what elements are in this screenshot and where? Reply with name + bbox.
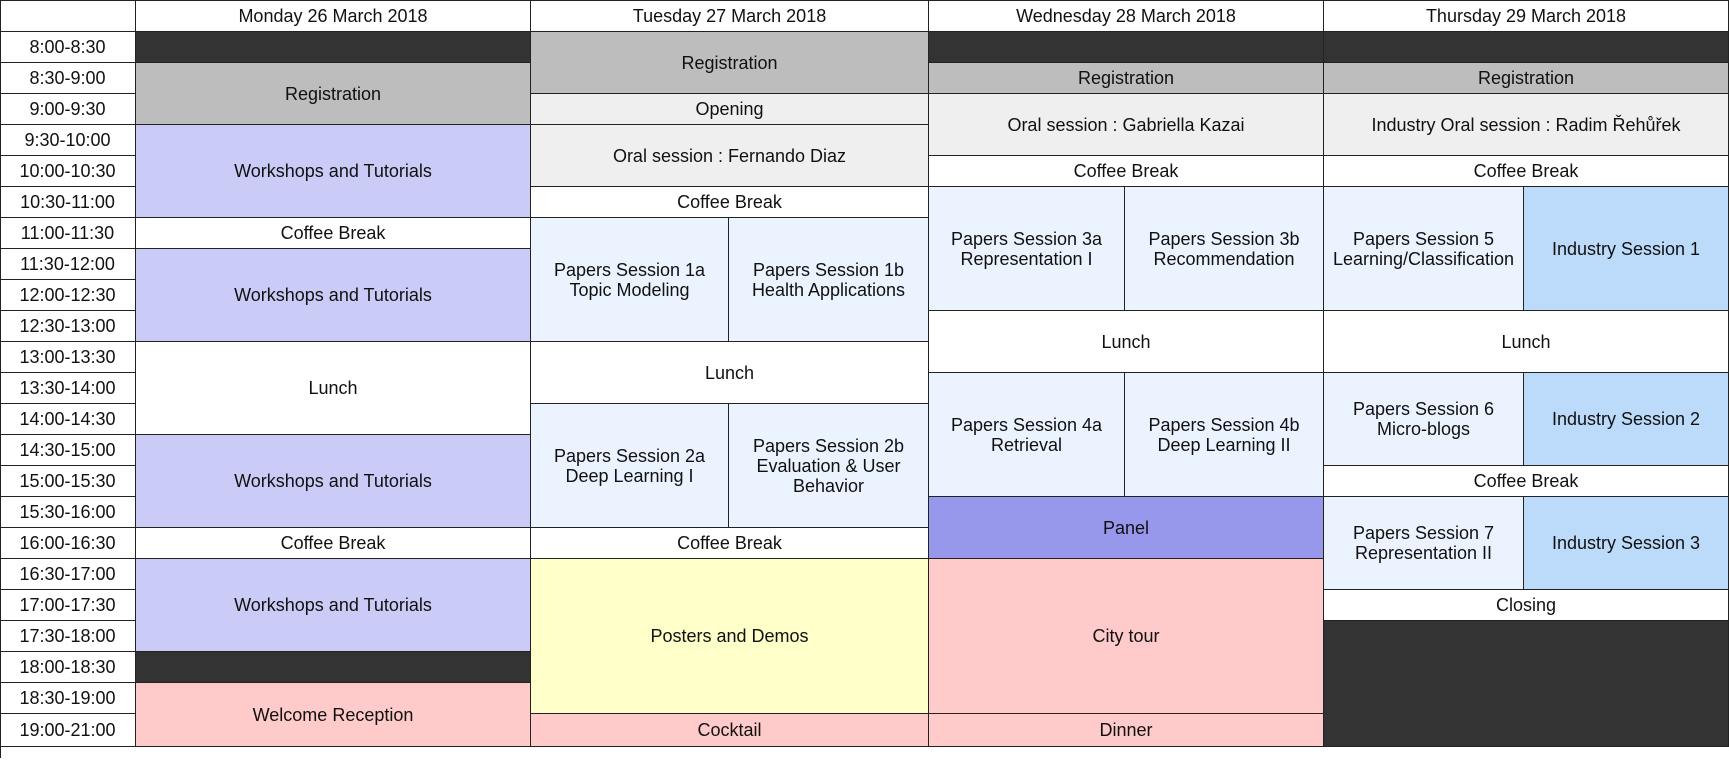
tuesday-coffee-break-1: [531, 187, 929, 218]
cell-label: 16:30-17:00: [19, 564, 116, 584]
thursday-papers-7: [1324, 497, 1524, 590]
wednesday-papers-4b: [1125, 373, 1324, 497]
tuesday-papers-1a: [531, 218, 729, 342]
monday-workshops-2: [136, 249, 531, 342]
wednesday-papers-3b: [1125, 187, 1324, 311]
cell-label: Lunch: [704, 362, 755, 383]
cell-label: 8:30-9:00: [29, 68, 106, 88]
monday-blocked-evening: [136, 652, 531, 683]
cell-label: Lunch: [1501, 331, 1551, 352]
time-slot: [0, 311, 136, 342]
monday-workshops-3: [136, 435, 531, 528]
time-slot: [0, 32, 136, 63]
cell-label: Wednesday 28 March 2018: [1016, 5, 1236, 26]
cell-label: Papers Session 1b Health Applications: [751, 259, 906, 300]
cell-label: Monday 26 March 2018: [238, 5, 428, 26]
cell-label: Papers Session 7 Representation II: [1352, 523, 1495, 563]
day-header-thursday: [1324, 0, 1729, 32]
cell-label: 10:00-10:30: [19, 161, 116, 181]
tuesday-oral-session: [531, 125, 929, 187]
monday-registration: [136, 63, 531, 125]
cell-label: Workshops and Tutorials: [234, 595, 432, 615]
tuesday-coffee-break-2: [531, 528, 929, 559]
wednesday-blocked: [929, 32, 1324, 63]
time-slot: [0, 435, 136, 466]
cell-label: Coffee Break: [1473, 471, 1579, 491]
time-slot: [0, 528, 136, 559]
cell-label: Coffee Break: [677, 192, 782, 212]
cell-label: Cocktail: [697, 720, 762, 740]
cell-label: 12:30-13:00: [19, 316, 116, 336]
cell-label: Lunch: [308, 378, 358, 398]
cell-label: 10:30-11:00: [20, 192, 115, 212]
cell-label: 15:00-15:30: [19, 471, 116, 491]
tuesday-papers-2a: [531, 404, 729, 528]
monday-lunch: [136, 342, 531, 435]
cell-label: Registration: [681, 52, 778, 73]
cell-label: 19:00-21:00: [19, 720, 116, 740]
cell-label: 17:30-18:00: [19, 626, 116, 646]
time-slot: [0, 249, 136, 280]
thursday-coffee-break-1: [1324, 156, 1729, 187]
monday-coffee-break-1: [136, 218, 531, 249]
corner-cell: [0, 0, 136, 32]
time-slot: [0, 683, 136, 714]
cell-label: Papers Session 4b Deep Learning II: [1148, 414, 1300, 455]
cell-label: 13:00-13:30: [19, 347, 116, 367]
cell-label: Industry Session 2: [1551, 409, 1701, 429]
wednesday-oral-session: [929, 94, 1324, 156]
time-slot: [0, 497, 136, 528]
cell-label: Papers Session 3a Representation I: [950, 228, 1103, 269]
cell-label: 8:00-8:30: [29, 37, 106, 57]
cell-label: 13:30-14:00: [19, 378, 116, 398]
cell-label: Closing: [1495, 595, 1557, 615]
cell-label: 14:00-14:30: [19, 409, 116, 429]
time-slot: [0, 621, 136, 652]
cell-label: Registration: [284, 83, 382, 104]
time-slot: [0, 125, 136, 156]
wednesday-papers-4a: [929, 373, 1125, 497]
wednesday-papers-3a: [929, 187, 1125, 311]
thursday-closing: [1324, 590, 1729, 621]
cell-label: Lunch: [1101, 331, 1151, 352]
wednesday-registration: [929, 63, 1324, 94]
thursday-blocked: [1324, 32, 1729, 63]
day-header-tuesday: [531, 0, 929, 32]
cell-label: Workshops and Tutorials: [234, 471, 432, 491]
time-slot: [0, 187, 136, 218]
wednesday-dinner: [929, 714, 1324, 747]
cell-label: Papers Session 3b Recommendation: [1148, 228, 1300, 269]
time-slot: [0, 280, 136, 311]
wednesday-panel: [929, 497, 1324, 559]
cell-label: Industry Session 1: [1551, 238, 1701, 259]
cell-label: 9:30-10:00: [24, 130, 111, 150]
cell-label: Opening: [695, 99, 764, 119]
cell-label: Workshops and Tutorials: [234, 285, 432, 305]
cell-label: Posters and Demos: [650, 626, 809, 646]
time-slot: [0, 652, 136, 683]
cell-label: Industry Session 3: [1551, 533, 1701, 553]
time-slot: [0, 714, 136, 747]
thursday-coffee-break-2: [1324, 466, 1729, 497]
thursday-industry-session-3: [1524, 497, 1729, 590]
cell-label: 14:30-15:00: [19, 440, 116, 460]
time-slot: [0, 559, 136, 590]
tuesday-papers-2b: [729, 404, 929, 528]
time-slot: [0, 156, 136, 187]
cell-label: Papers Session 2b Evaluation & User Behavior: [752, 435, 905, 496]
thursday-industry-session-2: [1524, 373, 1729, 466]
cell-label: Coffee Break: [280, 533, 386, 553]
cell-label: 16:00-16:30: [19, 533, 116, 553]
monday-workshops-1: [136, 125, 531, 218]
cell-label: 15:30-16:00: [19, 502, 116, 522]
monday-blocked: [136, 32, 531, 63]
cell-label: 11:30-12:00: [20, 254, 115, 274]
tuesday-posters-demos: [531, 559, 929, 714]
thursday-industry-oral-session: [1324, 94, 1729, 156]
time-slot: [0, 590, 136, 621]
cell-label: Registration: [1477, 68, 1575, 88]
tuesday-registration: [531, 32, 929, 94]
cell-label: 18:00-18:30: [19, 657, 116, 677]
cell-label: Coffee Break: [280, 223, 386, 243]
day-header-wednesday: [929, 0, 1324, 32]
day-header-monday: [136, 0, 531, 32]
cell-label: Coffee Break: [1073, 161, 1179, 181]
cell-label: Tuesday 27 March 2018: [632, 5, 827, 26]
thursday-lunch: [1324, 311, 1729, 373]
thursday-blocked-evening: [1324, 621, 1729, 747]
cell-label: Dinner: [1099, 720, 1153, 740]
cell-label: Papers Session 4a Retrieval: [950, 414, 1103, 455]
cell-label: 12:00-12:30: [19, 285, 116, 305]
wednesday-city-tour: [929, 559, 1324, 714]
cell-label: Coffee Break: [677, 533, 782, 553]
cell-label: Papers Session 2a Deep Learning I: [553, 445, 706, 486]
cell-label: Registration: [1077, 68, 1175, 88]
time-slot: [0, 404, 136, 435]
monday-workshops-4: [136, 559, 531, 652]
tuesday-lunch: [531, 342, 929, 404]
cell-label: Panel: [1102, 517, 1150, 538]
cell-label: Coffee Break: [1473, 161, 1579, 181]
cell-label: Papers Session 5 Learning/Classification: [1332, 228, 1515, 269]
time-slot: [0, 373, 136, 404]
cell-label: Industry Oral session : Radim Řehůřek: [1371, 114, 1681, 135]
cell-label: Welcome Reception: [252, 704, 414, 725]
cell-label: Workshops and Tutorials: [234, 161, 432, 181]
thursday-papers-6: [1324, 373, 1524, 466]
cell-label: 18:30-19:00: [19, 688, 116, 708]
cell-label: 9:00-9:30: [29, 99, 106, 119]
time-slot: [0, 466, 136, 497]
tuesday-opening: [531, 94, 929, 125]
thursday-papers-5: [1324, 187, 1524, 311]
thursday-industry-session-1: [1524, 187, 1729, 311]
cell-label: Thursday 29 March 2018: [1425, 5, 1627, 26]
cell-label: Oral session : Fernando Diaz: [612, 145, 847, 166]
tuesday-cocktail: [531, 714, 929, 747]
cell-label: 17:00-17:30: [19, 595, 116, 615]
monday-welcome-reception: [136, 683, 531, 747]
cell-label: Papers Session 1a Topic Modeling: [553, 259, 706, 300]
time-slot: [0, 342, 136, 373]
tuesday-papers-1b: [729, 218, 929, 342]
cell-label: 11:00-11:30: [20, 223, 115, 243]
time-slot: [0, 63, 136, 94]
wednesday-lunch: [929, 311, 1324, 373]
time-slot: [0, 218, 136, 249]
cell-label: Papers Session 6 Micro-blogs: [1352, 399, 1495, 439]
time-slot: [0, 94, 136, 125]
wednesday-coffee-break: [929, 156, 1324, 187]
cell-label: Oral session : Gabriella Kazai: [1007, 114, 1245, 135]
thursday-registration: [1324, 63, 1729, 94]
monday-coffee-break-2: [136, 528, 531, 559]
cell-label: City tour: [1092, 626, 1160, 646]
